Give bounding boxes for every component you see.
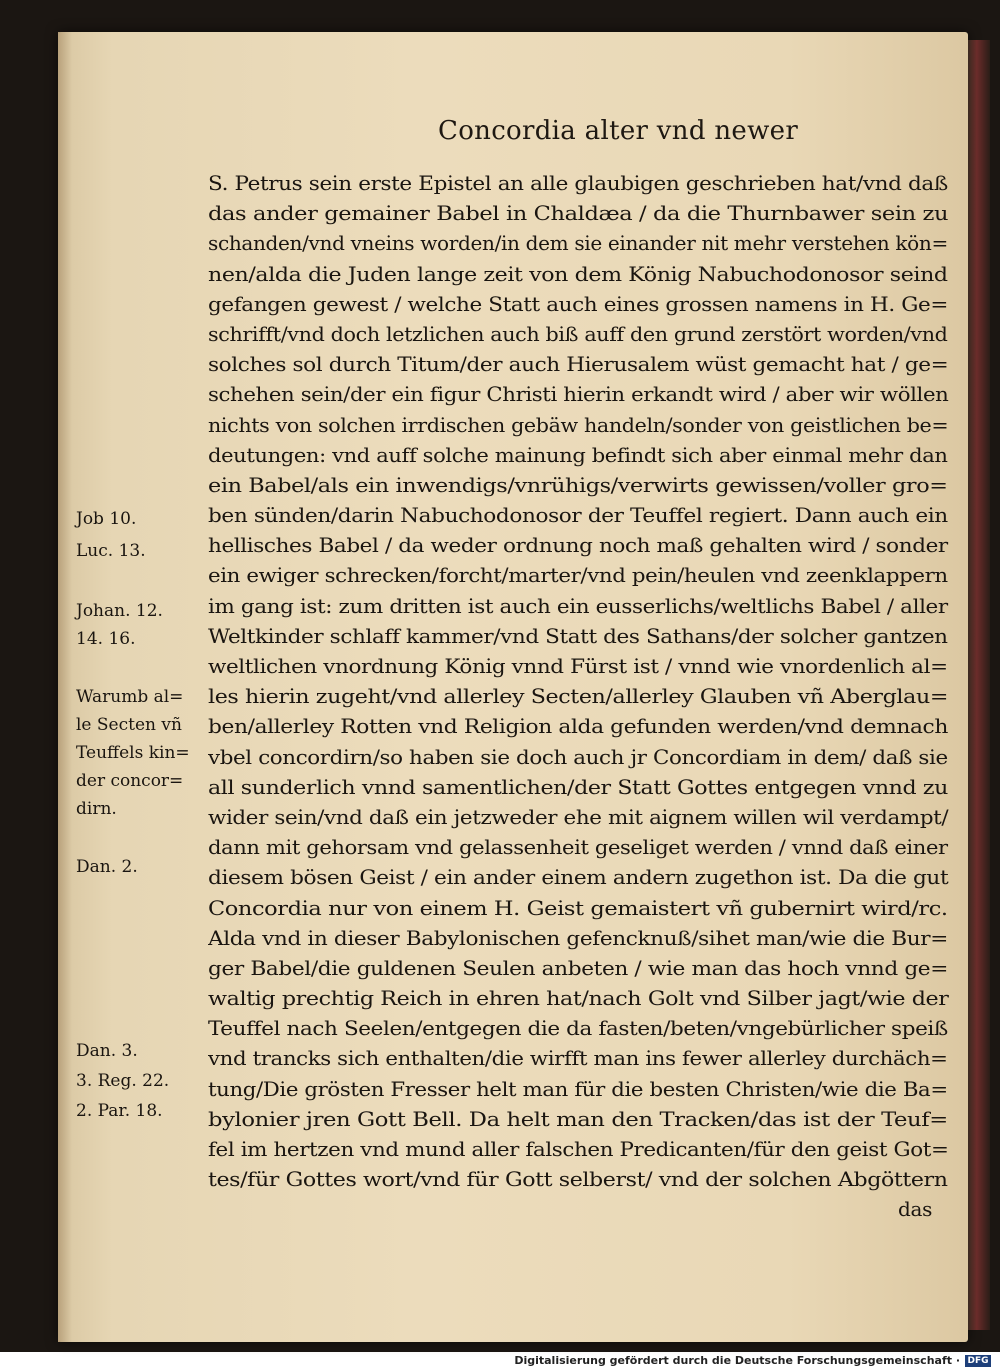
text-line: ger Babel/die guldenen Seulen anbeten / wie man das hoch vnnd ge= — [208, 955, 948, 980]
text-line: waltig prechtig Reich in ehren hat/nach Golt vnd Silber jagt/wie der — [208, 986, 949, 1011]
text-line: all sunderlich vnnd samentlichen/der Statt Gottes entgegen vnnd zu — [208, 774, 948, 799]
text-line: diesem bösen Geist / ein ander einem andern zugethon ist. Da die gut — [208, 865, 949, 890]
text-line: ein Babel/als ein inwendigs/vnrühigs/verwirts gewissen/voller gro= — [208, 472, 948, 497]
text-line: tes/für Gottes wort/vnd für Gott selberst/ vnd der solchen Abgöttern — [208, 1167, 948, 1192]
text-line: tung/Die grösten Fresser helt man für die besten Christen/wie die Ba= — [208, 1076, 948, 1101]
text-line: schanden/vnd vneins worden/in dem sie einander nit mehr verstehen kön= — [208, 231, 948, 256]
text-line: bylonier jren Gott Bell. Da helt man den Tracken/das ist der Teuf= — [208, 1106, 948, 1131]
text-line: nichts von solchen irrdischen gebäw handeln/sonder von geistlichen be= — [208, 412, 949, 437]
text-line: ben/allerley Rotten vnd Religion alda gefunden werden/vnd demnach — [208, 714, 948, 739]
catchword: das — [898, 1197, 932, 1222]
text-line: hellisches Babel / da weder ordnung noch maß gehalten wird / sonder — [208, 533, 948, 558]
margin-note: der concor= — [76, 771, 184, 791]
margin-note: Warumb al= — [76, 687, 184, 707]
text-line: gefangen gewest / welche Statt auch eines grossen namens in H. Ge= — [208, 291, 948, 316]
running-head: Concordia alter vnd newer — [438, 116, 799, 146]
margin-note: Dan. 3. — [76, 1041, 138, 1061]
text-line: wider sein/vnd daß ein jetzweder ehe mit aignem willen wil verdampt/ — [208, 804, 949, 829]
text-line: das ander gemainer Babel in Chaldæa / da die Thurnbawer sein zu — [208, 201, 949, 226]
text-line: schrifft/vnd doch letzlichen auch biß auff den grund zerstört worden/vnd — [208, 321, 948, 346]
text-line: schehen sein/der ein figur Christi hierin erkandt wird / aber wir wöllen — [208, 382, 949, 407]
margin-note: 3. Reg. 22. — [76, 1071, 170, 1091]
page-gutter-shadow — [58, 32, 72, 1342]
margin-note: Job 10. — [76, 509, 137, 529]
body-text — [208, 168, 956, 1225]
margin-note: dirn. — [76, 799, 117, 819]
book-cover-edge — [968, 40, 990, 1330]
text-line: S. Petrus sein erste Epistel an alle glaubigen geschrieben hat/vnd daß — [208, 171, 948, 195]
text-line: les hierin zugeht/vnd allerley Secten/allerley Glauben vñ Aberglau= — [208, 684, 948, 709]
margin-note: Johan. 12. — [76, 601, 163, 621]
margin-note: Dan. 2. — [76, 857, 138, 877]
text-line: Alda vnd in dieser Babylonischen gefencknuß/sihet man/wie die Bur= — [208, 925, 948, 950]
text-line: Weltkinder schlaff kammer/vnd Statt des Sathans/der solcher gantzen — [208, 623, 948, 648]
text-line: vbel concordirn/so haben sie doch auch jr Concordiam in dem/ daß sie — [208, 744, 948, 769]
text-line: fel im hertzen vnd mund aller falschen Predicanten/für den geist Got= — [208, 1137, 949, 1161]
margin-note: Luc. 13. — [76, 541, 146, 561]
text-line: ben sünden/darin Nabuchodonosor der Teuffel regiert. Dann auch ein — [208, 503, 948, 528]
margin-note: Teuffels kin= — [76, 743, 190, 763]
margin-note: le Secten vñ — [76, 715, 182, 735]
margin-note: 2. Par. 18. — [76, 1101, 163, 1121]
text-line: Teuffel nach Seelen/entgegen die da fasten/beten/vngebürlicher speiß — [208, 1016, 948, 1041]
margin-note: 14. 16. — [76, 629, 136, 649]
text-line: nen/alda die Juden lange zeit von dem König Nabuchodonosor seind — [208, 261, 948, 286]
text-line: deutungen: vnd auff solche mainung befindt sich aber einmal mehr dan — [208, 442, 948, 467]
footer-credit: Digitalisierung gefördert durch die Deutsche Forschungsgemeinschaft · — [514, 1354, 960, 1367]
text-line: Concordia nur von einem H. Geist gemaistert vñ gubernirt wird/rc. — [208, 895, 948, 920]
text-line: solches sol durch Titum/der auch Hierusalem wüst gemacht hat / ge= — [208, 352, 949, 377]
text-line: im gang ist: zum dritten ist auch ein eusserlichs/weltlichs Babel / aller — [208, 593, 948, 618]
text-line: weltlichen vnordnung König vnnd Fürst ist / vnnd wie vnordenlich al= — [208, 654, 948, 678]
dfg-logo: DFG — [965, 1355, 991, 1367]
text-line: ein ewiger schrecken/forcht/marter/vnd pein/heulen vnd zeenklappern — [208, 563, 948, 588]
text-line: dann mit gehorsam vnd gelassenheit geseliget werden / vnnd daß einer — [208, 835, 948, 860]
text-line: vnd trancks sich enthalten/die wirfft man ins fewer allerley durchäch= — [208, 1046, 948, 1071]
